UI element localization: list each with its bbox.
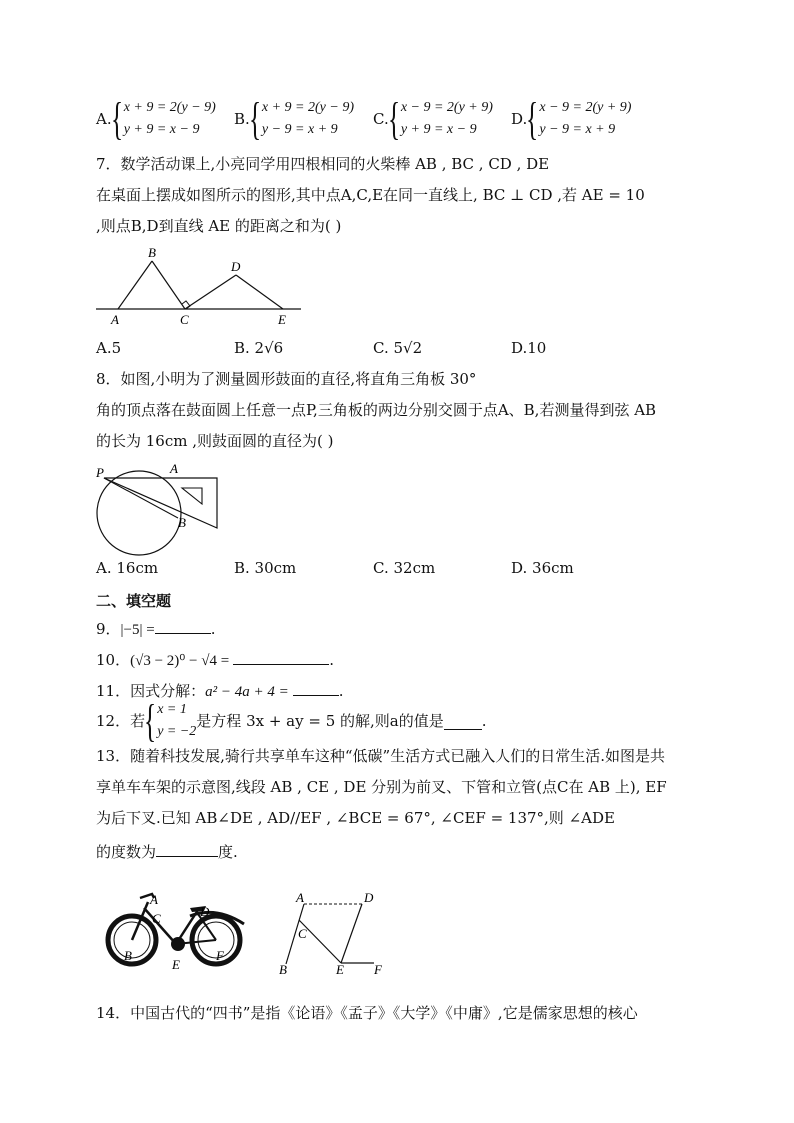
q8-option-c[interactable]: C. 32cm	[373, 559, 436, 577]
q7-line1: 7．数学活动课上,小亮同学用四根相同的火柴棒 AB , BC , CD , DE	[96, 155, 550, 173]
q7-line2: 在桌面上摆成如图所示的图形,其中点A,C,E在同一直线上, BC ⊥ CD ,若 AE = 10	[96, 186, 645, 204]
q6-option-d[interactable]	[511, 93, 632, 144]
q11-end: .	[338, 682, 344, 700]
point-b-label: B	[148, 245, 156, 260]
q13-line3: 为后下叉.已知 AB∠DE , AD//EF , ∠BCE = 67°, ∠CEF = 137°,则 ∠ADE	[96, 809, 615, 827]
frame-label-a: A	[296, 890, 304, 905]
q6-option-c[interactable]	[373, 93, 493, 144]
brace: {	[387, 93, 400, 144]
q12-prefix: 12．若	[96, 712, 146, 730]
option-label: D.	[511, 110, 528, 128]
frame-label-b: B	[279, 962, 287, 976]
frame-label-c: C	[298, 926, 307, 941]
q12	[96, 695, 487, 746]
q9-answer-blank[interactable]	[155, 617, 211, 634]
brace: {	[110, 93, 123, 144]
point-d-label: D	[231, 259, 241, 274]
equation: x − 9 = 2(y + 9)	[539, 100, 632, 115]
option-label: C.	[373, 110, 389, 128]
q8-option-b[interactable]: B. 30cm	[234, 559, 297, 577]
bike-frame-diagram	[276, 888, 392, 976]
q7-option-a[interactable]: A.5	[96, 339, 122, 357]
bike-label-f: F	[216, 948, 224, 963]
q7-option-c[interactable]: C. 5√2	[373, 339, 423, 357]
q8-option-d[interactable]: D. 36cm	[511, 559, 574, 577]
equation: x + 9 = 2(y − 9)	[261, 100, 354, 115]
stick-ab	[118, 261, 152, 309]
stick-de	[236, 275, 283, 309]
equation: y + 9 = x − 9	[123, 122, 200, 137]
q12-text: 是方程 3x + ay = 5 的解,则a的值是	[196, 712, 444, 730]
q7-matchstick-figure	[96, 244, 306, 330]
q12-answer-blank[interactable]	[444, 713, 482, 730]
point-b-label: B	[178, 515, 186, 530]
q13-line2: 享单车车架的示意图,线段 AB , CE , DE 分别为前叉、下管和立管(点C在 AB 上), EF	[96, 778, 667, 796]
q8-line3: 的长为 16cm ,则鼓面圆的直径为( )	[96, 432, 334, 450]
point-e-label: E	[278, 312, 286, 327]
bike-label-a: A	[150, 892, 158, 907]
q13-line1: 13．随着科技发展,骑行共享单车这种“低碳”生活方式已融入人们的日常生活.如图是共	[96, 747, 665, 765]
q6-option-b[interactable]	[234, 93, 354, 144]
frame-label-e: E	[336, 962, 344, 976]
bike-label-d: D	[200, 904, 210, 919]
equation: y − 9 = x + 9	[261, 122, 338, 137]
q14-line1: 14．中国古代的“四书”是指《论语》《孟子》《大学》《中庸》,它是儒家思想的核心	[96, 1004, 638, 1022]
q8-line2: 角的顶点落在鼓面圆上任意一点P,三角板的两边分别交圆于点A、B,若测量得到弦 AB	[96, 401, 657, 419]
q10-end: .	[329, 651, 334, 669]
q9-end: .	[210, 620, 216, 638]
segment-de	[341, 904, 362, 963]
option-label: B.	[234, 110, 250, 128]
set-square-inner	[182, 488, 202, 504]
q7-option-d[interactable]: D.10	[511, 339, 547, 357]
option-label: A.	[96, 110, 112, 128]
q13-line4	[96, 840, 238, 863]
equation: x = 1	[157, 702, 187, 717]
equation: y − 9 = x + 9	[539, 122, 616, 137]
q8-drum-figure	[94, 458, 224, 560]
point-a-label: A	[170, 461, 178, 476]
point-a-label: A	[111, 312, 119, 327]
q8-line1: 8．如图,小明为了测量圆形鼓面的直径,将直角三角板 30°	[96, 370, 477, 388]
bike-label-b: B	[124, 948, 132, 963]
q9-number: 9．	[96, 620, 121, 638]
q12-end: .	[481, 712, 487, 730]
q11-expression: a² − 4a + 4 =	[205, 684, 289, 700]
bike-label-e: E	[172, 957, 180, 972]
q9-expression: |−5| =	[120, 622, 155, 638]
q8-option-a[interactable]: A. 16cm	[96, 559, 159, 577]
q9	[96, 617, 216, 641]
q10	[96, 648, 334, 672]
q13-text: 的度数为	[96, 843, 157, 861]
q11-answer-blank[interactable]	[293, 679, 339, 696]
bicycle-picture	[104, 888, 252, 974]
q10-expression: (√3 − 2)⁰ − √4 =	[130, 653, 230, 669]
section-title: 二、填空题	[96, 592, 172, 610]
chord-pb	[104, 478, 178, 518]
stick-cd	[185, 275, 236, 309]
equation: x + 9 = 2(y − 9)	[123, 100, 216, 115]
point-c-label: C	[180, 312, 189, 327]
frame-label-f: F	[374, 962, 382, 976]
frame-label-d: D	[364, 890, 374, 905]
stick-bc	[152, 261, 185, 309]
equation: x − 9 = 2(y + 9)	[400, 100, 493, 115]
q7-line3: ,则点B,D到直线 AE 的距离之和为( )	[96, 217, 342, 235]
bike-label-c: C	[152, 911, 161, 926]
q11-text: 11．因式分解：	[96, 682, 206, 700]
brace: {	[526, 93, 539, 144]
brace: {	[144, 695, 157, 746]
equation: y = −2	[157, 724, 197, 739]
q6-option-a[interactable]	[96, 93, 216, 144]
q13-end: 度.	[218, 843, 238, 861]
q13-answer-blank[interactable]	[156, 840, 218, 857]
brace: {	[248, 93, 261, 144]
q7-option-b[interactable]: B. 2√6	[234, 339, 284, 357]
equation: y + 9 = x − 9	[400, 122, 477, 137]
point-p-label: P	[96, 465, 104, 480]
q10-number: 10．	[96, 651, 131, 669]
crank-icon	[171, 937, 185, 951]
q10-answer-blank[interactable]	[233, 648, 329, 665]
